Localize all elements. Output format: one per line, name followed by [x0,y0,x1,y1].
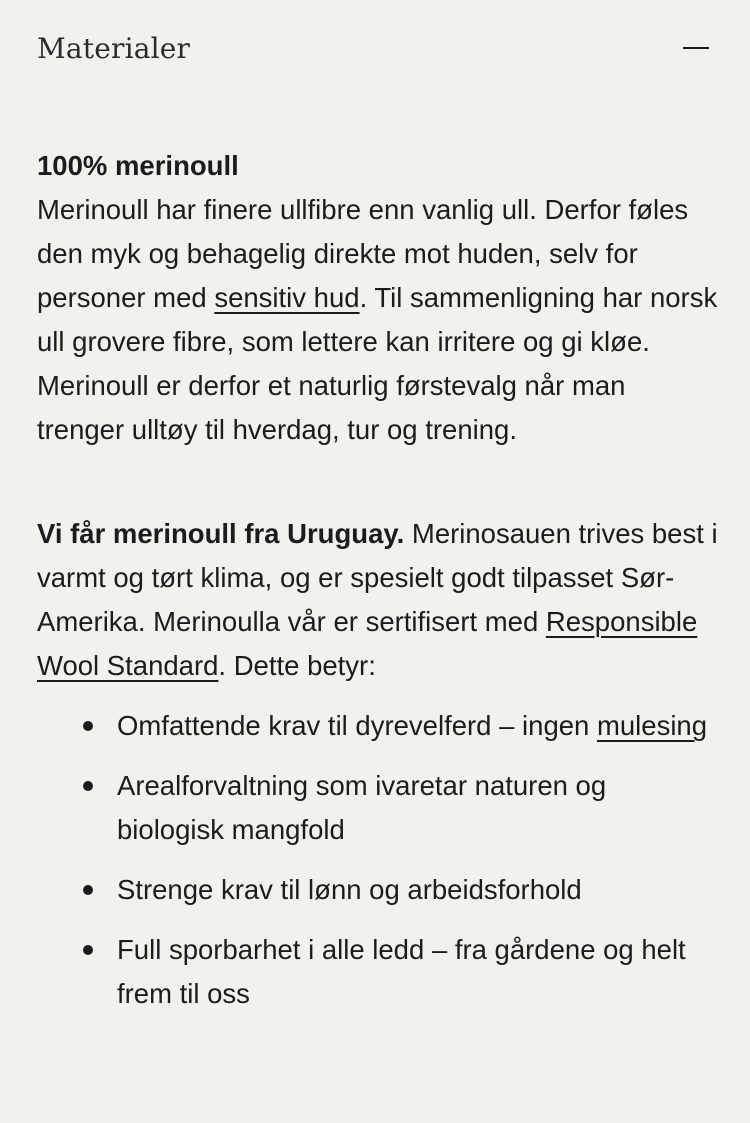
bullet-icon [83,781,93,791]
accordion-panel [0,96,750,1016]
section-text: . Til sammenligning har norsk ull grovere fibre, som lettere kan irritere og gi kløe. Merinoull er derfor et naturlig førstevalg når man trenger ulltøy til hverdag, tur og trening. [37,282,718,445]
origin-section [37,512,720,688]
bullet-icon [83,945,93,955]
section-heading: 100% merinoull [37,150,239,181]
list-item [37,868,720,912]
section-text: Merinoull har finere ullfibre enn vanlig ull. Derfor føles den myk og behagelig direkte mot huden, selv for personer med [37,194,689,313]
bullet-icon [83,721,93,731]
list-item [37,704,720,748]
certification-list [37,704,720,1016]
origin-lead: Vi får merinoull fra Uruguay. [37,518,405,549]
sensitive-skin-link[interactable]: sensitiv hud [214,282,360,313]
list-item [37,764,720,852]
mulesing-link[interactable]: mulesing [596,710,708,741]
accordion-header[interactable] [0,0,750,96]
accordion-title: Materialer [37,31,191,65]
merino-section [37,144,720,452]
list-item-text: Omfattende krav til dyrevelferd – ingen [117,710,597,741]
responsible-wool-standard-link[interactable]: Responsible Wool Standard [37,606,698,681]
minus-icon[interactable] [682,34,710,62]
list-item-text: Strenge krav til lønn og arbeidsforhold [117,874,582,905]
list-item-text: Full sporbarhet i alle ledd – fra gårdene og helt frem til oss [117,934,686,1009]
origin-text: . Dette betyr: [218,650,376,681]
bullet-icon [83,885,93,895]
origin-text: Merinosauen trives best i varmt og tørt klima, og er spesielt godt tilpasset Sør-Amerika. Merinoulla vår er sertifisert med [37,518,718,637]
list-item-text: Arealforvaltning som ivaretar naturen og biologisk mangfold [117,770,607,845]
list-item [37,928,720,1016]
